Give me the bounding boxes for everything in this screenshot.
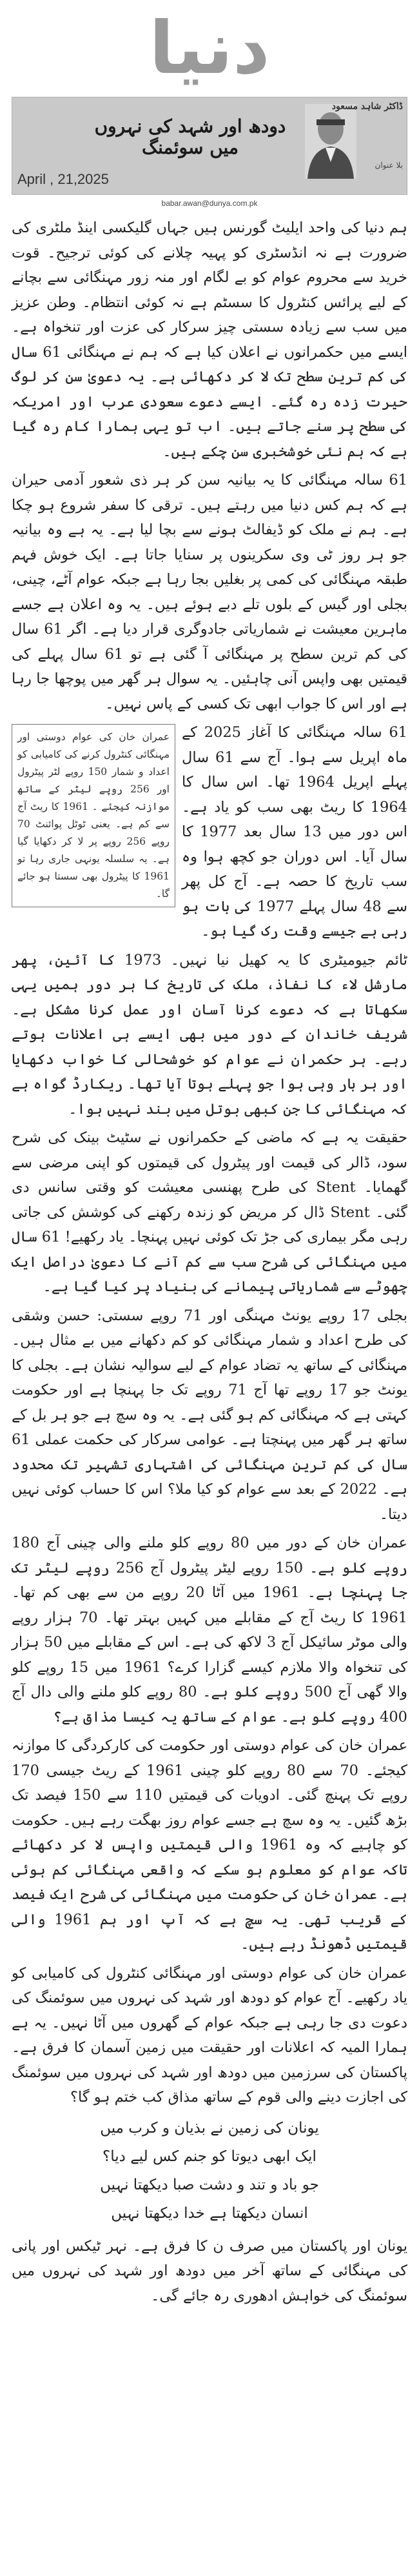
- column-header: [12, 97, 407, 195]
- publish-date: April , 21,2025: [17, 171, 109, 187]
- poem-line: یونان کی زمین نے بذیان و کرب میں: [100, 2119, 319, 2137]
- pull-quote-box: عمران خان کی عوام دوستی اور مہنگائی کنٹرول کرنے کی کامیابی کو اعداد و شمار 150 روپے لٹر پیٹرول اور 256 روپے لیٹر کے ساتھ موازنہ کیجئے ۔ 1961 کا ریٹ آج سے کم ہے۔ یعنی ٹوٹل پوائنٹ 70 روپے 256 روپے پر لا کر دکھایا گیا ہے۔ یہ سلسلہ یونہی جاری رہا تو 1961 کا پیٹرول بھی سستا ہو جائے گا۔: [12, 724, 175, 907]
- article-paragraph: ٹائم جیومیٹری کا یہ کھیل نیا نہیں۔ 1973 کا آئین، پھر مارشل لاء کا نفاذ، ملک کی تاریخ کا ہر دور ہمیں یہی سکھاتا ہے کہ دعوے کرنا آسان اور عمل کرنا مشکل ہے۔ شریف خاندان کے دور میں بھی ایسے ہی اعلانات ہوتے رہے۔ ہر حکمران نے عوام کو خوشحالی کا خواب دکھایا اور ہر بار وہی ہوا جو پہلے ہوتا آیا تھا۔ ریکارڈ گواہ ہے کہ مہنگائی کا جن کبھی بوتل میں بند نہیں ہوا۔: [12, 951, 407, 1118]
- article-paragraph: عمران خان کے دور میں 80 روپے کلو ملنے والی چینی آج 180 روپے کلو ہے۔ 150 روپے لیٹر پیٹرول آج 256 روپے لیٹر تک جا پہنچا ہے۔ 1961 میں آٹا 20 روپے من سے بھی کم تھا۔ 1961 کا ریٹ آج کے مقابلے میں کہیں بہتر تھا۔ 70 ہزار روپے والی موٹر سائیکل آج 3 لاکھ کی ہے۔ اس کے مقابلے میں 50 ہزار کی تنخواہ والا ملازم کیسے گزارا کرے؟ 1961 میں 15 روپے کلو والا گھی آج 500 روپے کلو ہے۔ 80 روپے کلو ملنے والی دال آج 400 روپے کلو ہے۔ عوام کے ساتھ یہ کیسا مذاق ہے؟: [12, 1535, 408, 1726]
- author-name: ڈاکٹر شاہد مسعود: [331, 101, 403, 112]
- author-role: بلا عنوان: [375, 161, 403, 170]
- article-paragraph: بجلی 17 روپے یونٹ مہنگی اور 71 روپے سستی: حسن وشقی کی طرح اعداد و شمار مہنگائی کو کم دکھانے میں بے مثال ہیں۔ مہنگائی کے ساتھ یہ تضاد عوام کے لیے سوالیہ نشان ہے۔ بجلی کا یونٹ جو 17 روپے تھا آج 71 روپے تک جا پہنچا ہے اور حکومت کہتی ہے کہ مہنگائی کم ہو گئی ہے۔ یہ وہ سچ ہے جو ہر بل کے ساتھ ہر گھر میں پہنچتا ہے۔ عوامی سرکار کی حکمت عملی 61 سال کی کم ترین مہنگائی کی اشتہاری تشہیر تک محدود ہے۔ 2022 کے بعد سے عوام کو کیا ملا؟ اس کا حساب کوئی نہیں دیتا۔: [12, 1307, 408, 1523]
- author-box: [300, 101, 403, 189]
- article-paragraph: ہم دنیا کی واحد ایلیٹ گورنس ہیں جہاں گلیکسی اینڈ ملٹری کی ضرورت ہے نہ انڈسٹری کو پہیہ چلانے کی کوئی ترجیح۔ قوت خرید سے محروم عوام کو بے لگام اور منہ زور مہنگائی سے بچانے کے لیے پرائس کنٹرول کا سسٹم ہے نہ کوئی انتظام۔ وطن عزیز میں سب سے زیادہ سستی چیز سرکار کی عزت اور تنخواہ ہے۔ ایسے میں حکمرانوں نے اعلان کیا ہے کہ ہم نے مہنگائی 61 سال کی کم ترین سطح تک لا کر دکھائی ہے۔ یہ دعویٰ سن کر لوگ حیرت زدہ رہ گئے۔ ایسے دعوے سعودی عرب اور امریکہ کی سطح پر سنے جاتے ہیں۔ اب تو یہی ہمارا کام رہ گیا ہے کہ ہم نئی خوشخبری سن چکے ہیں۔: [12, 219, 408, 460]
- article-paragraph: 61 سالہ مہنگائی کا یہ بیانیہ سن کر ہر ذی شعور آدمی حیران ہے کہ ہم کس دنیا میں رہتے ہیں۔ ترقی کا سفر شروع ہو چکا ہے۔ ہم نے ملک کو ڈیفالٹ ہونے سے بچا لیا ہے۔ یہ ہے وہ بیانیہ جو ہر روز ٹی وی سکرینوں پر سنایا جاتا ہے۔ ایک خوش فہم طبقہ مہنگائی کی کمی پر بغلیں بجا رہا ہے جبکہ عوام آٹے، چینی، بجلی اور گیس کے بلوں تلے دبے ہوئے ہیں۔ یہ وہ اعلان ہے جسے ماہرین معیشت نے شماریاتی جادوگری قرار دیا ہے۔ اگر 61 سال کی کم ترین سطح پر مہنگائی آ گئی ہے تو 61 سال پہلے کی قیمتیں بھی واپس آنی چاہئیں۔ یہ سوال ہر گھر میں پوچھا جا رہا ہے اور اس کا جواب ابھی تک کسی کے پاس نہیں۔: [12, 472, 407, 712]
- article-paragraph: عمران خان کی عوام دوستی اور مہنگائی کنٹرول کی کامیابی کو یاد رکھیے۔ آج عوام کو دودھ اور شہد کی نہروں میں سوئمنگ کی دعوت دی جا رہی ہے جبکہ عوام کے گھروں میں آٹا نہیں۔ یہ ہے ہمارا المیہ کہ اعلانات اور حقیقت میں زمین آسمان کا فرق ہے۔ پاکستان کی سرزمین میں دودھ اور شہد کی نہروں میں سوئمنگ کی اجازت دینے والی قوم کے ساتھ مذاق کب ختم ہو گا؟: [12, 1964, 407, 2106]
- masthead: [12, 0, 407, 97]
- article-body: [12, 216, 407, 2308]
- article-paragraph: حقیقت یہ ہے کہ ماضی کے حکمرانوں نے سٹیٹ بینک کی شرح سود، ڈالر کی قیمت اور پیٹرول کی قیمتوں کو اپنی مرضی سے گھمایا۔ Stent کی طرح پھنسی معیشت کو وقتی سانس دی گئی۔ Stent ڈال کر مریض کو زندہ رکھنے کی کوشش کی جاتی رہی مگر بیماری کی جڑ تک کوئی نہیں پہنچا۔ یاد رکھیے! 61 سال میں مہنگائی کی شرح سب سے کم آنے کا دعویٰ دراصل ایک چھوٹے سے شماریاتی پیمانے کی بنیاد پر کیا گیا ہے۔: [12, 1129, 408, 1295]
- poem-line: انسان دیکھتا ہے خدا دیکھتا نہیں: [111, 2204, 308, 2222]
- author-portrait-icon: [305, 104, 356, 179]
- poem-verse: [12, 2114, 407, 2228]
- newspaper-logo: دنیا: [149, 6, 270, 90]
- article-paragraph: 61 سالہ مہنگائی کا آغاز 2025 کے ماہ اپریل سے ہوا۔ آج سے 61 سال پہلے اپریل 1964 تھا۔ اس سال کا 1964 کا ریٹ بھی سب کو یاد ہے۔ اس دور میں 13 سال بعد 1977 کا سال آیا۔ اس دوران جو کچھ ہوا وہ سب تاریخ کا حصہ ہے۔ آج کل پھر سے 48 سال پہلے 1977 کی بات ہو رہی ہے جیسے وقت رک گیا ہو۔: [182, 724, 407, 940]
- column-title: دودھ اور شہد کی نہروں میں سوئمنگ: [94, 116, 286, 158]
- author-email: babar.awan@dunya.com.pk: [161, 199, 258, 208]
- article-paragraph: عمران خان کی عوام دوستی اور حکومت کی کارکردگی کا موازنہ کیجئے۔ 70 سے 80 روپے کلو چینی 1961 کے ریٹ جیسی 170 روپے تک پہنچ گئی۔ ادویات کی قیمتیں 110 سے 150 فیصد تک بڑھ گئیں۔ یہ وہ سچ ہے جسے عوام روز بھگت رہے ہیں۔ حکومت کو چاہیے کہ وہ 1961 والی قیمتیں واپس لا کر دکھائے تاکہ عوام کو معلوم ہو سکے کہ واقعی مہنگائی کم ہوئی ہے۔ عمران خان کی حکومت میں مہنگائی کی شرح ایک فیصد کے قریب تھی۔ یہ سچ ہے کہ آپ اور ہم 1961 والی قیمتیں ڈھونڈ رہے ہیں۔: [12, 1737, 408, 1953]
- closing-paragraph: یونان اور پاکستان میں صرف ن کا فرق ہے۔ نہر ٹیکس اور پانی کی مہنگائی کے ساتھ آخر میں دودھ اور شہد کی نہروں میں سوئمنگ کی خواہش ادھوری رہ جائے گی۔: [12, 2237, 407, 2304]
- poem-line: جو باد و تند و دشت صبا دیکھتا نہیں: [100, 2176, 319, 2193]
- poem-line: ایک ابھی دیوتا کو جنم کس لیے دیا؟: [102, 2148, 317, 2165]
